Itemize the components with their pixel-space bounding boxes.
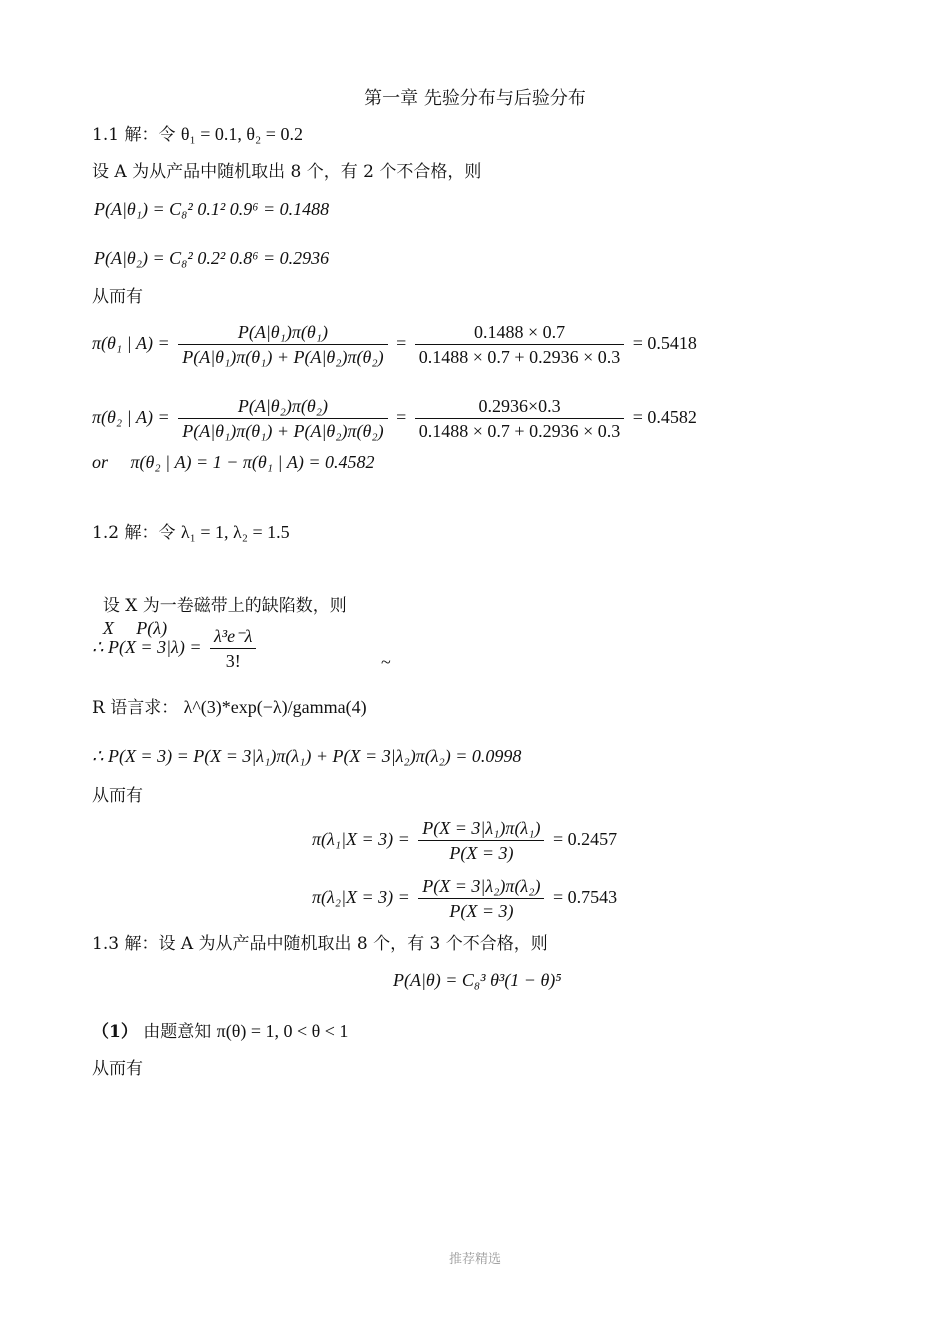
s12-total: ∴ P(X = 3) = P(X = 3|λ₁)π(λ₁) + P(X = 3|λ₂)π(λ₂) = 0.0998 [92, 746, 522, 766]
s11-post2-num: P(A|θ₂)π(θ₂) [178, 394, 387, 419]
s11-post2-frac [178, 394, 387, 443]
s12-r-label: R 语言求： [92, 698, 179, 718]
s12-head-line [92, 521, 290, 544]
s12-pmf-lhs: ∴ P(X = 3|λ) = [92, 637, 202, 657]
s11-hence: 从而有 [92, 287, 143, 307]
s11-desc: 设 A 为从产品中随机取出 8 个，有 2 个不合格，则 [92, 162, 482, 182]
s12-dist: X P(λ) [102, 618, 168, 638]
s13-prior: π(θ) = 1, 0 < θ < 1 [216, 1021, 349, 1041]
s12-q1-res: = 0.2457 [552, 829, 618, 849]
s11-post1 [92, 318, 697, 369]
s11-post2-res: = 0.4582 [632, 407, 697, 427]
s11-post1-res: = 0.5418 [632, 333, 697, 353]
s13-lik: P(A|θ) = C₈³ θ³(1 − θ)⁵ [393, 970, 562, 990]
s11-post1-frac2 [415, 320, 624, 369]
s12-q1-frac [418, 816, 544, 865]
page-footer: 推荐精选 [448, 1252, 501, 1267]
s12-q1-num: P(X = 3|λ₁)π(λ₁) [418, 816, 544, 841]
s11-head-line [92, 123, 303, 146]
s11-p1: P(A|θ₁) = C₈² 0.1² 0.9⁶ = 0.1488 [94, 199, 330, 219]
s12-q2-res: = 0.7543 [552, 887, 618, 907]
s11-post1-num: P(A|θ₁)π(θ₁) [178, 320, 387, 345]
s12-q1-den: P(X = 3) [449, 843, 514, 864]
s12-head: 1.2 解：令 [92, 523, 176, 543]
s12-pmf-den: 3! [225, 651, 241, 672]
s11-post1-frac [178, 320, 387, 369]
s12-pmf-frac [210, 624, 256, 673]
s12-q2-frac [418, 874, 544, 923]
s11-or-line: or π(θ₂ | A) = 1 − π(θ₁ | A) = 0.4582 [92, 452, 375, 472]
s13-head: 1.3 解：设 A 为从产品中随机取出 8 个，有 3 个不合格，则 [92, 934, 548, 954]
s12-q2-lhs: π(λ₂|X = 3) = [312, 887, 410, 907]
s12-pmf-num: λ³e⁻λ [210, 624, 256, 649]
s11-setup: θ₁ = 0.1, θ₂ = 0.2 [180, 124, 303, 144]
s11-post2-den2: 0.1488 × 0.7 + 0.2936 × 0.3 [418, 421, 621, 442]
s11-post1-lhs: π(θ₁ | A) = [92, 333, 170, 353]
chapter-title: 第一章 先验分布与后验分布 [364, 88, 586, 109]
s12-desc: 设 X 为一卷磁带上的缺陷数，则 [102, 596, 347, 616]
s11-post2-den: P(A|θ₁)π(θ₁) + P(A|θ₂)π(θ₂) [182, 421, 384, 442]
tilde-mark: ~ [381, 652, 391, 672]
s11-post2 [92, 392, 697, 443]
s12-setup: λ₁ = 1, λ₂ = 1.5 [180, 522, 290, 542]
s11-head: 1.1 解：令 [92, 125, 176, 145]
s12-r-line [92, 696, 367, 719]
s11-post1-den2: 0.1488 × 0.7 + 0.2936 × 0.3 [418, 347, 621, 368]
s11-post2-num2: 0.2936×0.3 [415, 394, 624, 419]
s12-hence: 从而有 [92, 786, 143, 806]
s12-q2-num: P(X = 3|λ₂)π(λ₂) [418, 874, 544, 899]
s11-post1-den: P(A|θ₁)π(θ₁) + P(A|θ₂)π(θ₂) [182, 347, 384, 368]
s12-q1 [312, 814, 617, 865]
s11-p2: P(A|θ₂) = C₈² 0.2² 0.8⁶ = 0.2936 [94, 248, 330, 268]
s11-post1-num2: 0.1488 × 0.7 [415, 320, 624, 345]
s12-r-code: λ^(3)*exp(−λ)/gamma(4) [183, 697, 367, 717]
s12-pmf [92, 622, 260, 673]
eq-sign: = [396, 333, 407, 353]
s12-q1-lhs: π(λ₁|X = 3) = [312, 829, 410, 849]
s13-hence: 从而有 [92, 1059, 143, 1079]
s13-part1-text: 由题意知 [143, 1022, 212, 1042]
s11-post2-frac2 [415, 394, 624, 443]
s13-part1-label: （1） [92, 1022, 138, 1042]
s11-post2-lhs: π(θ₂ | A) = [92, 407, 170, 427]
eq-sign: = [396, 407, 407, 427]
s12-q2 [312, 872, 617, 923]
s13-part1-line [92, 1020, 348, 1043]
s12-q2-den: P(X = 3) [449, 901, 514, 922]
